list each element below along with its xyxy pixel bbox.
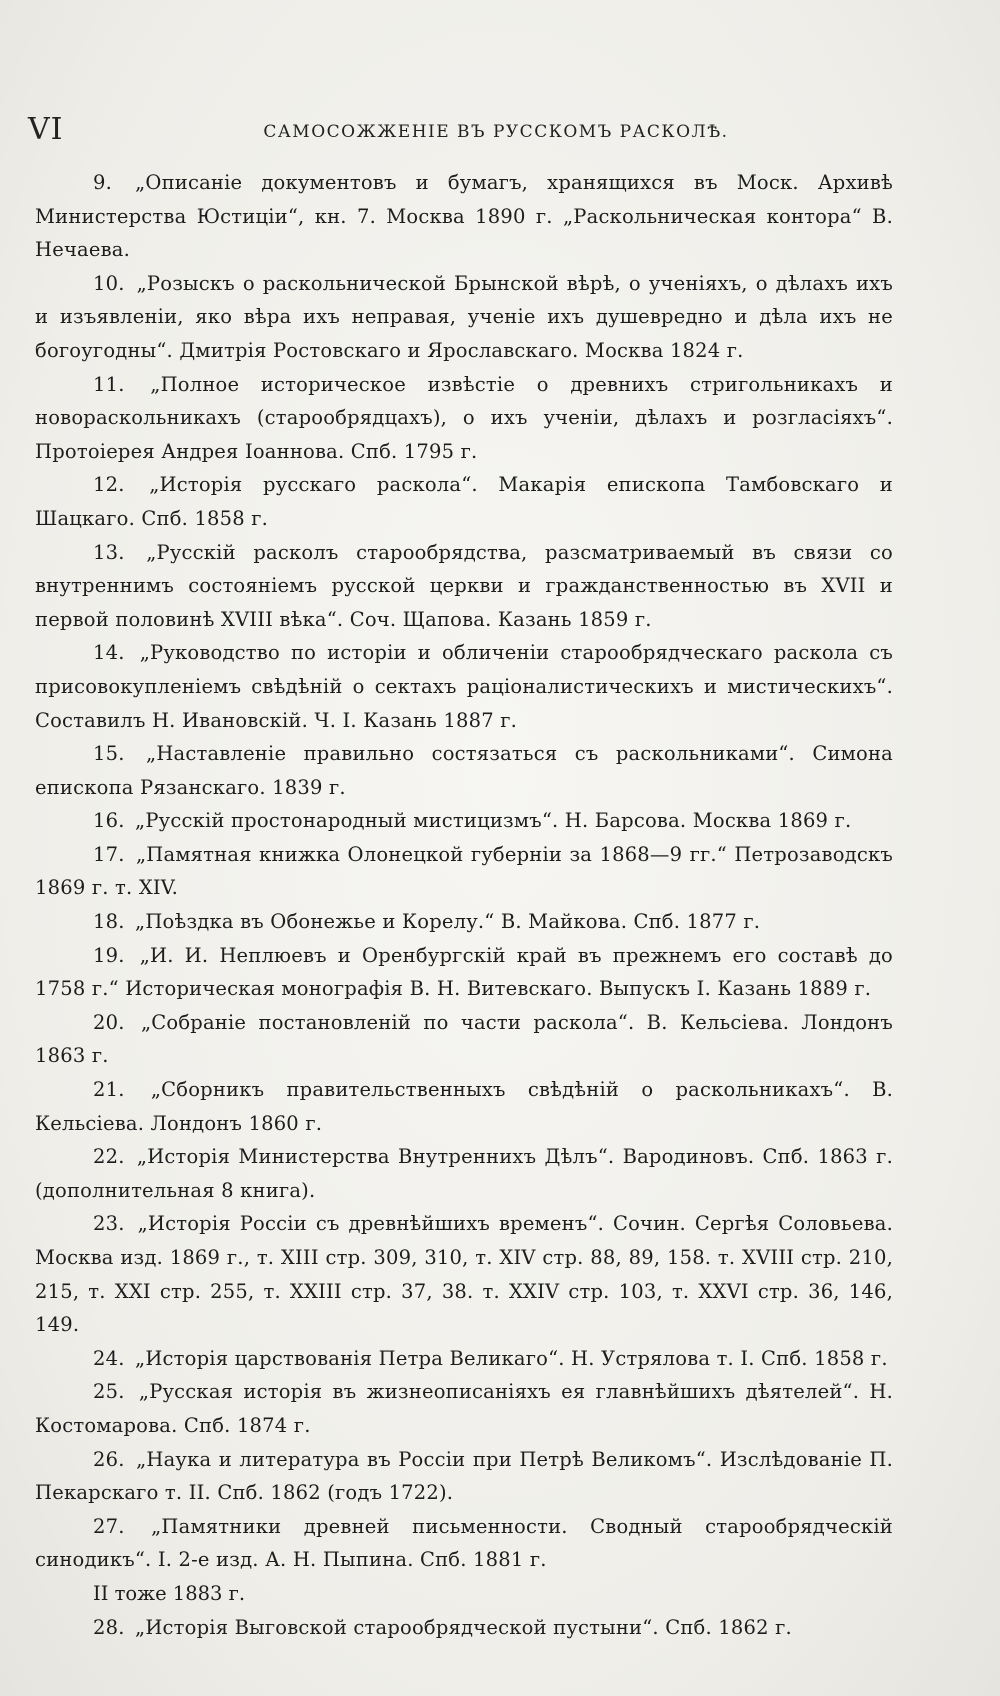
entry-number: 22.	[93, 1145, 125, 1169]
entry-number: 26.	[93, 1447, 125, 1471]
entry-number: 13.	[93, 540, 125, 564]
entry-number: 12.	[93, 473, 125, 497]
entry-text: „Наставленіе правильно состязаться съ раскольниками“. Симона епископа Рязанскаго. 1839 г.	[35, 742, 894, 799]
entry-text: „Русскій простонародный мистицизмъ“. Н. Барсова. Москва 1869 г.	[135, 809, 852, 833]
list-item	[35, 1342, 893, 1376]
list-item	[35, 804, 893, 838]
entry-text: „Исторія царствованія Петра Великаго“. Н. Устрялова т. I. Спб. 1858 г.	[135, 1346, 888, 1370]
entry-number: 10.	[93, 271, 125, 295]
list-item	[35, 939, 893, 1006]
running-title: САМОСОЖЖЕНІЕ ВЪ РУССКОМЪ РАСКОЛѢ.	[263, 122, 729, 142]
list-item	[35, 737, 893, 804]
entry-text: „И. И. Неплюевъ и Оренбургскій край въ прежнемъ его составѣ до 1758 г.“ Историческая монографія В. Н. Витевскаго. Выпускъ I. Казань 1889 г.	[35, 943, 893, 1001]
entry-text: „Исторія русскаго раскола“. Макарія епископа Тамбовскаго и Шацкаго. Спб. 1858 г.	[35, 473, 894, 530]
entry-number: 16.	[93, 809, 125, 833]
entry-number: 15.	[93, 742, 125, 766]
list-item	[35, 368, 893, 469]
list-item	[35, 468, 893, 535]
list-item	[35, 1443, 893, 1510]
bibliography-list	[35, 166, 893, 1644]
list-item	[35, 267, 893, 368]
entry-text: „Поѣздка въ Обонежье и Корелу.“ В. Майкова. Спб. 1877 г.	[135, 910, 761, 934]
list-item	[35, 636, 893, 737]
entry-number: 11.	[93, 372, 125, 396]
page-header	[28, 110, 964, 150]
entry-number: 14.	[93, 641, 125, 665]
entry-text: „Полное историческое извѣстіе о древнихъ стригольникахъ и новораскольникахъ (старообрядцахъ), о ихъ ученіи, дѣлахъ и розгласіяхъ“. Протоіерея Андрея Іоаннова. Спб. 1795 г.	[35, 372, 893, 463]
list-item	[35, 1073, 893, 1140]
entry-number: 27.	[93, 1514, 125, 1538]
entry-text: „Исторія Министерства Внутреннихъ Дѣлъ“. Вародиновъ. Спб. 1863 г. (дополнительная 8 книга).	[35, 1145, 893, 1202]
list-item	[35, 1006, 893, 1073]
list-item	[35, 536, 893, 637]
list-item	[35, 905, 893, 939]
entry-number: 17.	[93, 842, 125, 866]
list-item	[35, 1207, 893, 1341]
entry-text: „Собраніе постановленій по части раскола“. В. Кельсіева. Лондонъ 1863 г.	[35, 1010, 893, 1068]
list-item	[35, 1375, 893, 1442]
entry-text: „Русская исторія въ жизнеописаніяхъ ея главнѣйшихъ дѣятелей“. Н. Костомарова. Спб. 1874 г.	[35, 1380, 893, 1437]
list-item	[35, 1510, 893, 1577]
entry-text: „Сборникъ правительственныхъ свѣдѣній о раскольникахъ“. В. Кельсіева. Лондонъ 1860 г.	[35, 1078, 893, 1135]
entry-number: 19.	[93, 943, 125, 967]
entry-text: „Наука и литература въ Россіи при Петрѣ Великомъ“. Изслѣдованіе П. Пекарскаго т. II. Спб. 1862 (годъ 1722).	[35, 1447, 893, 1505]
entry-number: 23.	[93, 1212, 125, 1236]
entry-text: „Памятники древней письменности. Сводный старообрядческій синодикъ“. I. 2-е изд. А. Н. Пыпина. Спб. 1881 г.	[35, 1514, 893, 1572]
entry-number: 9.	[93, 171, 113, 194]
entry-text: „Исторія Россіи съ древнѣйшихъ временъ“. Сочин. Сергѣя Соловьева. Москва изд. 1869 г., т. XIII стр. 309, 310, т. XIV стр. 88, 89, 158. т. XVIII стр. 210, 215, т. XXI стр. 255, т. XXIII стр. 37, 38. т. XXIV стр. 103, т. XXVI стр. 36, 146, 149.	[35, 1212, 893, 1337]
entry-text: „Описаніе документовъ и бумагъ, хранящихся въ Моск. Архивѣ Министерства Юстиціи“, кн. 7. Москва 1890 г. „Раскольническая контора“ В. Нечаева.	[35, 171, 894, 262]
entry-text: „Русскій расколъ старообрядства, разсматриваемый въ связи со внутреннимъ состояніемъ русской церкви и гражданственностью въ XVII и первой половинѣ XVIII вѣка“. Соч. Щапова. Казань 1859 г.	[35, 540, 893, 631]
entry-text: „Памятная книжка Олонецкой губерніи за 1868—9 гг.“ Петрозаводскъ 1869 г. т. XIV.	[35, 842, 893, 900]
entry-number: 18.	[93, 910, 125, 934]
entry-number: 25.	[93, 1380, 125, 1404]
list-item	[35, 1611, 893, 1645]
entry-number: 20.	[93, 1010, 125, 1034]
list-item	[35, 838, 893, 905]
entry-text: „Исторія Выговской старообрядческой пустыни“. Спб. 1862 г.	[135, 1615, 792, 1639]
entry-number: 21.	[93, 1078, 125, 1102]
page-number: VI	[28, 112, 64, 147]
entry-text: „Руководство по исторіи и обличеніи старообрядческаго раскола съ присовокупленіемъ свѣдѣній о сектахъ раціоналистическихъ и мистическихъ“. Составилъ Н. Ивановскій. Ч. I. Казань 1887 г.	[35, 641, 894, 732]
entry-number: 24.	[93, 1346, 125, 1370]
list-item	[35, 1140, 893, 1207]
list-item	[35, 166, 893, 267]
continuation-line: II тоже 1883 г.	[93, 1581, 246, 1605]
entry-number: 28.	[93, 1615, 125, 1639]
entry-text: „Розыскъ о раскольнической Брынской вѣрѣ, о ученіяхъ, о дѣлахъ ихъ и изъявленіи, яко вѣра ихъ неправая, ученіе ихъ душевредно и дѣла ихъ не богоугодны“. Дмитрія Ростовскаго и Ярославскаго. Москва 1824 г.	[35, 271, 893, 362]
